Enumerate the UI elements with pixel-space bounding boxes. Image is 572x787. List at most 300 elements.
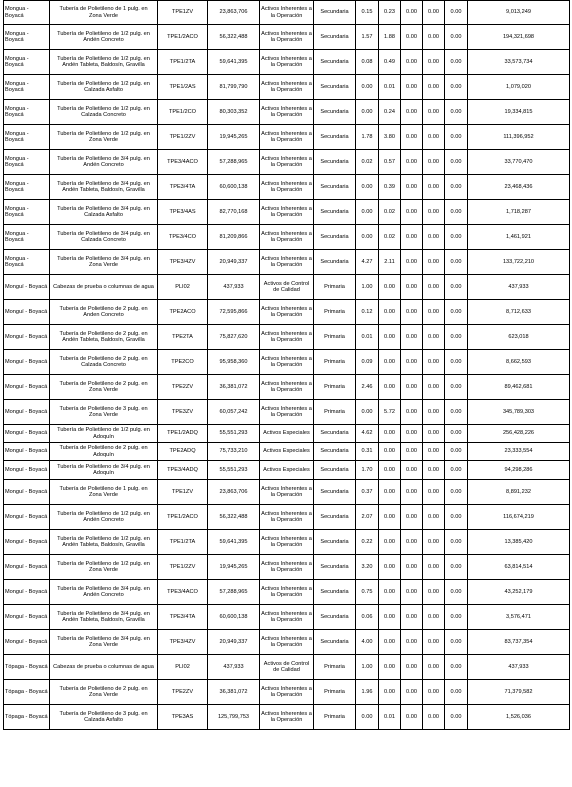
total-value-cell: 23,468,436 — [468, 175, 570, 200]
location-cell: Monguí - Boyacá — [4, 400, 50, 425]
category-cell: Secundaria — [314, 605, 356, 630]
category-cell: Secundaria — [314, 530, 356, 555]
qty1-cell: 0.00 — [356, 200, 379, 225]
table-row — [4, 400, 570, 425]
code-cell: TPE2CO — [158, 350, 208, 375]
table-row — [4, 50, 570, 75]
qty2-cell: 0.01 — [379, 705, 401, 730]
unit-value-cell: 23,863,706 — [208, 480, 260, 505]
qty5-cell: 0.00 — [445, 250, 468, 275]
description-cell: Tubería de Polietileno de 1 pulg. en Zona Verde — [50, 1, 158, 25]
unit-value-cell: 55,551,293 — [208, 425, 260, 443]
table-row — [4, 250, 570, 275]
qty1-cell: 0.00 — [356, 225, 379, 250]
qty5-cell: 0.00 — [445, 175, 468, 200]
category-cell: Secundaria — [314, 443, 356, 461]
code-cell: TPE3/4AS — [158, 200, 208, 225]
total-value-cell: 9,013,249 — [468, 1, 570, 25]
qty2-cell: 0.00 — [379, 350, 401, 375]
qty5-cell: 0.00 — [445, 555, 468, 580]
table-row — [4, 505, 570, 530]
code-cell: TPE1ZV — [158, 1, 208, 25]
category-cell: Primaria — [314, 325, 356, 350]
location-cell: Monguí - Boyacá — [4, 480, 50, 505]
asset-type-cell: Activos Inherentes a la Operación — [260, 605, 314, 630]
unit-value-cell: 75,733,210 — [208, 443, 260, 461]
qty3-cell: 0.00 — [401, 50, 423, 75]
total-value-cell: 8,891,232 — [468, 480, 570, 505]
asset-type-cell: Activos Inherentes a la Operación — [260, 555, 314, 580]
qty5-cell: 0.00 — [445, 505, 468, 530]
qty1-cell: 0.00 — [356, 400, 379, 425]
table-row — [4, 480, 570, 505]
qty5-cell: 0.00 — [445, 75, 468, 100]
qty3-cell: 0.00 — [401, 505, 423, 530]
code-cell: TPE3AS — [158, 705, 208, 730]
location-cell: Mongua - Boyacá — [4, 175, 50, 200]
table-row — [4, 425, 570, 443]
qty5-cell: 0.00 — [445, 350, 468, 375]
qty5-cell: 0.00 — [445, 150, 468, 175]
unit-value-cell: 95,958,360 — [208, 350, 260, 375]
qty1-cell: 0.31 — [356, 443, 379, 461]
qty2-cell: 0.00 — [379, 580, 401, 605]
qty4-cell: 0.00 — [423, 75, 445, 100]
qty4-cell: 0.00 — [423, 400, 445, 425]
asset-type-cell: Activos Inherentes a la Operación — [260, 375, 314, 400]
asset-type-cell: Activos Inherentes a la Operación — [260, 630, 314, 655]
qty2-cell: 0.49 — [379, 50, 401, 75]
total-value-cell: 89,462,681 — [468, 375, 570, 400]
qty4-cell: 0.00 — [423, 225, 445, 250]
table-row — [4, 555, 570, 580]
code-cell: TPE3/4ZV — [158, 630, 208, 655]
category-cell: Secundaria — [314, 480, 356, 505]
table-row — [4, 630, 570, 655]
total-value-cell: 3,576,471 — [468, 605, 570, 630]
qty2-cell: 0.57 — [379, 150, 401, 175]
code-cell: TPE1/2ACO — [158, 25, 208, 50]
unit-value-cell: 36,381,072 — [208, 680, 260, 705]
unit-value-cell: 59,641,395 — [208, 50, 260, 75]
qty4-cell: 0.00 — [423, 100, 445, 125]
qty1-cell: 4.27 — [356, 250, 379, 275]
qty5-cell: 0.00 — [445, 655, 468, 680]
qty3-cell: 0.00 — [401, 25, 423, 50]
qty3-cell: 0.00 — [401, 175, 423, 200]
description-cell: Tubería de Polietileno de 1/2 pulg. en Andén Tableta, Baldosín, Gravilla — [50, 530, 158, 555]
table-row — [4, 325, 570, 350]
asset-type-cell: Activos Inherentes a la Operación — [260, 680, 314, 705]
description-cell: Tubería de Polietileno de 3 pulg. en Calzada Asfalto — [50, 705, 158, 730]
asset-type-cell: Activos Inherentes a la Operación — [260, 705, 314, 730]
qty4-cell: 0.00 — [423, 275, 445, 300]
table-row — [4, 530, 570, 555]
qty1-cell: 1.70 — [356, 461, 379, 480]
qty1-cell: 0.02 — [356, 150, 379, 175]
qty4-cell: 0.00 — [423, 25, 445, 50]
location-cell: Tópaga - Boyacá — [4, 705, 50, 730]
table-row — [4, 705, 570, 730]
category-cell: Secundaria — [314, 250, 356, 275]
location-cell: Mongua - Boyacá — [4, 225, 50, 250]
location-cell: Mongua - Boyacá — [4, 200, 50, 225]
qty2-cell: 0.00 — [379, 480, 401, 505]
description-cell: Tubería de Polietileno de 3/4 pulg. en Andén Tableta, Baldosín, Gravilla — [50, 175, 158, 200]
location-cell: Monguí - Boyacá — [4, 605, 50, 630]
unit-value-cell: 60,057,242 — [208, 400, 260, 425]
qty2-cell: 0.39 — [379, 175, 401, 200]
qty1-cell: 0.37 — [356, 480, 379, 505]
qty5-cell: 0.00 — [445, 461, 468, 480]
qty3-cell: 0.00 — [401, 555, 423, 580]
qty4-cell: 0.00 — [423, 300, 445, 325]
total-value-cell: 63,814,514 — [468, 555, 570, 580]
category-cell: Secundaria — [314, 50, 356, 75]
location-cell: Mongua - Boyacá — [4, 250, 50, 275]
location-cell: Monguí - Boyacá — [4, 300, 50, 325]
code-cell: TPE1/2ZV — [158, 555, 208, 580]
qty5-cell: 0.00 — [445, 1, 468, 25]
asset-type-cell: Activos Inherentes a la Operación — [260, 300, 314, 325]
category-cell: Secundaria — [314, 555, 356, 580]
unit-value-cell: 23,863,706 — [208, 1, 260, 25]
qty2-cell: 0.00 — [379, 275, 401, 300]
asset-type-cell: Activos Inherentes a la Operación — [260, 580, 314, 605]
asset-type-cell: Activos Inherentes a la Operación — [260, 480, 314, 505]
location-cell: Monguí - Boyacá — [4, 555, 50, 580]
qty3-cell: 0.00 — [401, 325, 423, 350]
qty4-cell: 0.00 — [423, 655, 445, 680]
qty2-cell: 2.11 — [379, 250, 401, 275]
location-cell: Monguí - Boyacá — [4, 630, 50, 655]
table-row — [4, 200, 570, 225]
qty5-cell: 0.00 — [445, 443, 468, 461]
unit-value-cell: 75,827,620 — [208, 325, 260, 350]
description-cell: Tubería de Polietileno de 3/4 pulg. en Adoquín — [50, 461, 158, 480]
table-row — [4, 605, 570, 630]
category-cell: Secundaria — [314, 425, 356, 443]
table-row — [4, 461, 570, 480]
qty4-cell: 0.00 — [423, 461, 445, 480]
category-cell: Secundaria — [314, 580, 356, 605]
unit-value-cell: 19,945,265 — [208, 125, 260, 150]
description-cell: Tubería de Polietileno de 3/4 pulg. en Andén Concreto — [50, 580, 158, 605]
unit-value-cell: 19,945,265 — [208, 555, 260, 580]
qty4-cell: 0.00 — [423, 50, 445, 75]
table-row — [4, 300, 570, 325]
asset-type-cell: Activos de Control de Calidad — [260, 655, 314, 680]
qty4-cell: 0.00 — [423, 580, 445, 605]
asset-type-cell: Activos Especiales — [260, 443, 314, 461]
qty4-cell: 0.00 — [423, 125, 445, 150]
table-row — [4, 25, 570, 50]
category-cell: Secundaria — [314, 175, 356, 200]
category-cell: Primaria — [314, 300, 356, 325]
asset-type-cell: Activos Inherentes a la Operación — [260, 150, 314, 175]
total-value-cell: 1,461,921 — [468, 225, 570, 250]
qty5-cell: 0.00 — [445, 605, 468, 630]
qty1-cell: 0.09 — [356, 350, 379, 375]
code-cell: TPE2ZV — [158, 680, 208, 705]
code-cell: TPE2ADQ — [158, 443, 208, 461]
qty1-cell: 1.96 — [356, 680, 379, 705]
qty4-cell: 0.00 — [423, 555, 445, 580]
qty2-cell: 0.00 — [379, 530, 401, 555]
code-cell: TPE3/4ACO — [158, 150, 208, 175]
qty4-cell: 0.00 — [423, 250, 445, 275]
qty3-cell: 0.00 — [401, 461, 423, 480]
total-value-cell: 23,333,554 — [468, 443, 570, 461]
qty1-cell: 0.00 — [356, 100, 379, 125]
qty5-cell: 0.00 — [445, 225, 468, 250]
qty4-cell: 0.00 — [423, 605, 445, 630]
category-cell: Secundaria — [314, 150, 356, 175]
qty3-cell: 0.00 — [401, 225, 423, 250]
qty5-cell: 0.00 — [445, 400, 468, 425]
qty5-cell: 0.00 — [445, 300, 468, 325]
qty5-cell: 0.00 — [445, 325, 468, 350]
table-row — [4, 125, 570, 150]
category-cell: Primaria — [314, 705, 356, 730]
category-cell: Primaria — [314, 350, 356, 375]
description-cell: Tubería de Polietileno de 3/4 pulg. en Zona Verde — [50, 250, 158, 275]
unit-value-cell: 57,288,965 — [208, 150, 260, 175]
qty2-cell: 0.00 — [379, 300, 401, 325]
qty1-cell: 3.20 — [356, 555, 379, 580]
description-cell: Tubería de Polietileno de 3/4 pulg. en Calzada Asfalto — [50, 200, 158, 225]
location-cell: Mongua - Boyacá — [4, 50, 50, 75]
description-cell: Tubería de Polietileno de 3/4 pulg. en Andén Concreto — [50, 150, 158, 175]
qty1-cell: 0.00 — [356, 75, 379, 100]
location-cell: Mongua - Boyacá — [4, 100, 50, 125]
total-value-cell: 19,334,815 — [468, 100, 570, 125]
qty1-cell: 1.57 — [356, 25, 379, 50]
total-value-cell: 345,789,303 — [468, 400, 570, 425]
qty3-cell: 0.00 — [401, 480, 423, 505]
asset-type-cell: Activos Inherentes a la Operación — [260, 325, 314, 350]
qty1-cell: 2.46 — [356, 375, 379, 400]
total-value-cell: 437,933 — [468, 275, 570, 300]
total-value-cell: 8,662,593 — [468, 350, 570, 375]
table-row — [4, 75, 570, 100]
qty1-cell: 0.00 — [356, 175, 379, 200]
description-cell: Tubería de Polietileno de 2 pulg. en Adoquín — [50, 443, 158, 461]
qty3-cell: 0.00 — [401, 75, 423, 100]
total-value-cell: 437,933 — [468, 655, 570, 680]
table-row — [4, 680, 570, 705]
qty1-cell: 0.00 — [356, 705, 379, 730]
description-cell: Tubería de Polietileno de 1/2 pulg. en Andén Concreto — [50, 25, 158, 50]
qty1-cell: 1.00 — [356, 275, 379, 300]
table-row — [4, 350, 570, 375]
qty3-cell: 0.00 — [401, 125, 423, 150]
qty3-cell: 0.00 — [401, 655, 423, 680]
qty2-cell: 0.23 — [379, 1, 401, 25]
location-cell: Mongua - Boyacá — [4, 75, 50, 100]
total-value-cell: 1,526,036 — [468, 705, 570, 730]
qty1-cell: 0.75 — [356, 580, 379, 605]
unit-value-cell: 81,799,790 — [208, 75, 260, 100]
qty3-cell: 0.00 — [401, 200, 423, 225]
qty5-cell: 0.00 — [445, 705, 468, 730]
qty3-cell: 0.00 — [401, 400, 423, 425]
total-value-cell: 71,379,582 — [468, 680, 570, 705]
total-value-cell: 94,298,286 — [468, 461, 570, 480]
qty4-cell: 0.00 — [423, 325, 445, 350]
location-cell: Monguí - Boyacá — [4, 505, 50, 530]
code-cell: TPE1ZV — [158, 480, 208, 505]
qty4-cell: 0.00 — [423, 175, 445, 200]
qty4-cell: 0.00 — [423, 505, 445, 530]
code-cell: TPE1/2ADQ — [158, 425, 208, 443]
qty4-cell: 0.00 — [423, 350, 445, 375]
location-cell: Monguí - Boyacá — [4, 530, 50, 555]
qty1-cell: 0.22 — [356, 530, 379, 555]
qty3-cell: 0.00 — [401, 250, 423, 275]
qty3-cell: 0.00 — [401, 605, 423, 630]
qty3-cell: 0.00 — [401, 425, 423, 443]
code-cell: TPE1/2AS — [158, 75, 208, 100]
qty2-cell: 0.02 — [379, 200, 401, 225]
qty3-cell: 0.00 — [401, 705, 423, 730]
description-cell: Tubería de Polietileno de 2 pulg. en Zona Verde — [50, 680, 158, 705]
asset-type-cell: Activos Inherentes a la Operación — [260, 530, 314, 555]
category-cell: Secundaria — [314, 75, 356, 100]
category-cell: Secundaria — [314, 225, 356, 250]
unit-value-cell: 72,595,866 — [208, 300, 260, 325]
unit-value-cell: 80,303,352 — [208, 100, 260, 125]
description-cell: Tubería de Polietileno de 1/2 pulg. en Andén Tableta, Baldosín, Gravilla — [50, 50, 158, 75]
description-cell: Cabezas de prueba o columnas de agua — [50, 655, 158, 680]
table-row — [4, 443, 570, 461]
table-row — [4, 1, 570, 25]
total-value-cell: 33,573,734 — [468, 50, 570, 75]
qty5-cell: 0.00 — [445, 125, 468, 150]
description-cell: Tubería de Polietileno de 1 pulg. en Zona Verde — [50, 480, 158, 505]
code-cell: TPE1/2ACO — [158, 505, 208, 530]
total-value-cell: 116,674,219 — [468, 505, 570, 530]
qty4-cell: 0.00 — [423, 530, 445, 555]
category-cell: Secundaria — [314, 25, 356, 50]
qty5-cell: 0.00 — [445, 50, 468, 75]
code-cell: TPE3/4ZV — [158, 250, 208, 275]
table-row — [4, 175, 570, 200]
asset-type-cell: Activos Inherentes a la Operación — [260, 75, 314, 100]
total-value-cell: 623,018 — [468, 325, 570, 350]
total-value-cell: 133,722,210 — [468, 250, 570, 275]
description-cell: Tubería de Polietileno de 1/2 pulg. en Adoquín — [50, 425, 158, 443]
code-cell: TPE1/2TA — [158, 530, 208, 555]
description-cell: Tubería de Polietileno de 1/2 pulg. en Zona Verde — [50, 555, 158, 580]
code-cell: TPE3/4ACO — [158, 580, 208, 605]
qty1-cell: 2.07 — [356, 505, 379, 530]
qty1-cell: 1.00 — [356, 655, 379, 680]
code-cell: TPE3ZV — [158, 400, 208, 425]
qty5-cell: 0.00 — [445, 480, 468, 505]
asset-type-cell: Activos Especiales — [260, 425, 314, 443]
qty3-cell: 0.00 — [401, 680, 423, 705]
location-cell: Monguí - Boyacá — [4, 580, 50, 605]
location-cell: Monguí - Boyacá — [4, 350, 50, 375]
qty4-cell: 0.00 — [423, 630, 445, 655]
location-cell: Monguí - Boyacá — [4, 443, 50, 461]
category-cell: Primaria — [314, 375, 356, 400]
qty4-cell: 0.00 — [423, 200, 445, 225]
unit-value-cell: 82,770,168 — [208, 200, 260, 225]
description-cell: Tubería de Polietileno de 2 pulg. en Anden Concreto — [50, 300, 158, 325]
description-cell: Cabezas de prueba o columnas de agua — [50, 275, 158, 300]
qty4-cell: 0.00 — [423, 1, 445, 25]
unit-value-cell: 56,322,488 — [208, 505, 260, 530]
total-value-cell: 43,252,179 — [468, 580, 570, 605]
asset-type-cell: Activos Inherentes a la Operación — [260, 200, 314, 225]
qty2-cell: 0.00 — [379, 680, 401, 705]
qty3-cell: 0.00 — [401, 300, 423, 325]
location-cell: Mongua - Boyacá — [4, 1, 50, 25]
qty2-cell: 0.00 — [379, 605, 401, 630]
category-cell: Primaria — [314, 680, 356, 705]
qty3-cell: 0.00 — [401, 580, 423, 605]
asset-type-cell: Activos de Control de Calidad — [260, 275, 314, 300]
asset-type-cell: Activos Inherentes a la Operación — [260, 25, 314, 50]
qty2-cell: 0.00 — [379, 461, 401, 480]
qty4-cell: 0.00 — [423, 425, 445, 443]
asset-type-cell: Activos Inherentes a la Operación — [260, 250, 314, 275]
description-cell: Tubería de Polietileno de 3/4 pulg. en Andén Tableta, Baldosín, Gravilla — [50, 605, 158, 630]
total-value-cell: 256,428,226 — [468, 425, 570, 443]
qty4-cell: 0.00 — [423, 680, 445, 705]
location-cell: Monguí - Boyacá — [4, 325, 50, 350]
qty2-cell: 0.00 — [379, 325, 401, 350]
qty5-cell: 0.00 — [445, 375, 468, 400]
qty2-cell: 0.24 — [379, 100, 401, 125]
qty3-cell: 0.00 — [401, 443, 423, 461]
description-cell: Tubería de Polietileno de 1/2 pulg. en Zona Verde — [50, 125, 158, 150]
location-cell: Tópaga - Boyacá — [4, 680, 50, 705]
description-cell: Tubería de Polietileno de 2 pulg. en Calzada Concreto — [50, 350, 158, 375]
description-cell: Tubería de Polietileno de 2 pulg. en Zona Verde — [50, 375, 158, 400]
qty1-cell: 0.08 — [356, 50, 379, 75]
table-row — [4, 225, 570, 250]
asset-type-cell: Activos Inherentes a la Operación — [260, 125, 314, 150]
qty2-cell: 0.01 — [379, 75, 401, 100]
code-cell: TPE2ZV — [158, 375, 208, 400]
total-value-cell: 33,770,470 — [468, 150, 570, 175]
category-cell: Secundaria — [314, 200, 356, 225]
qty3-cell: 0.00 — [401, 1, 423, 25]
qty4-cell: 0.00 — [423, 375, 445, 400]
qty5-cell: 0.00 — [445, 25, 468, 50]
total-value-cell: 13,385,420 — [468, 530, 570, 555]
description-cell: Tubería de Polietileno de 1/2 pulg. en Andén Concreto — [50, 505, 158, 530]
location-cell: Monguí - Boyacá — [4, 375, 50, 400]
unit-value-cell: 59,641,395 — [208, 530, 260, 555]
unit-value-cell: 81,209,866 — [208, 225, 260, 250]
qty2-cell: 0.02 — [379, 225, 401, 250]
asset-type-cell: Activos Inherentes a la Operación — [260, 50, 314, 75]
total-value-cell: 83,737,354 — [468, 630, 570, 655]
code-cell: TPE3/4TA — [158, 175, 208, 200]
unit-value-cell: 57,288,965 — [208, 580, 260, 605]
qty1-cell: 0.12 — [356, 300, 379, 325]
table-row — [4, 580, 570, 605]
table-row — [4, 375, 570, 400]
category-cell: Secundaria — [314, 461, 356, 480]
category-cell: Primaria — [314, 400, 356, 425]
qty4-cell: 0.00 — [423, 705, 445, 730]
qty2-cell: 0.00 — [379, 425, 401, 443]
